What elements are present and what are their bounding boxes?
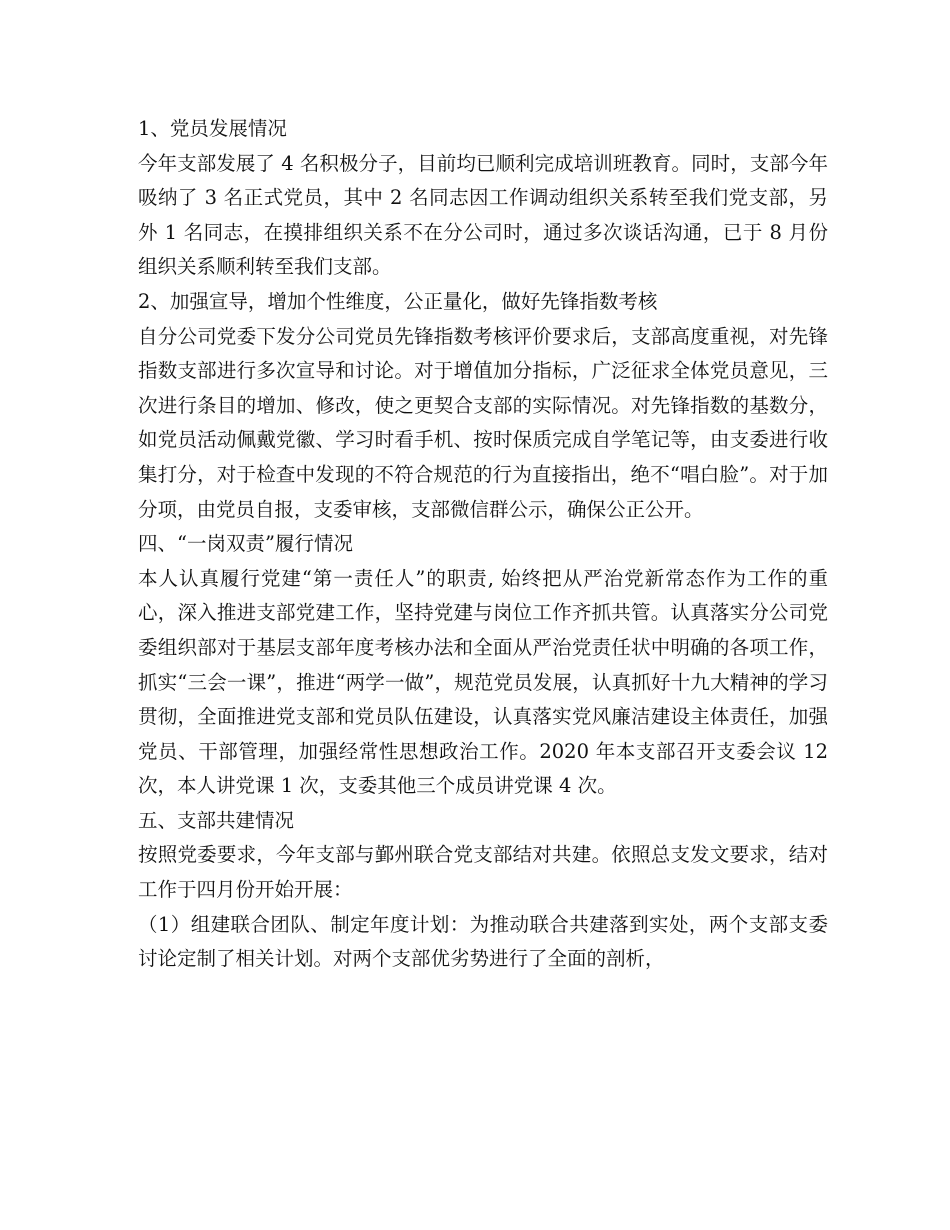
paragraph-vanguard-index: 自分公司党委下发分公司党员先锋指数考核评价要求后，支部高度重视，对先锋指数支部进行多次宣导和讨论。对于增值加分指标，广泛征求全体党员意见，三次进行条目的增加、修改，使之更契合支部的实际情况。对先锋指数的基数分，如党员活动佩戴党徽、学习时看手机、按时保质完成自学笔记等，由支委进行收集打分，对于检查中发现的不符合规范的行为直接指出，绝不“唱白脸”。对于加分项，由党员自报，支委审核，支部微信群公示，确保公正公开。 [138,324,828,521]
paragraph-joint-building: 按照党委要求，今年支部与鄞州联合党支部结对共建。依照总支发文要求，结对工作于四月份开始开展： [138,843,828,902]
document-body [138,112,828,977]
paragraph-dual-responsibility: 本人认真履行党建“第一责任人”的职责, 始终把从严治党新常态作为工作的重心，深入推进支部党建工作，坚持党建与岗位工作齐抓共管。认真落实分公司党委组织部对于基层支部年度考核办法和全面从严治党责任状中明确的各项工作，抓实“三会一课”，推进“两学一做”，规范党员发展，认真抓好十九大精神的学习贯彻，全面推进党支部和党员队伍建设，认真落实党风廉洁建设主体责任，加强党员、干部管理，加强经常性思想政治工作。2020 年本支部召开支委会议 12 次，本人讲党课 1 次，支委其他三个成员讲党课 4 次。 [138,566,828,798]
heading-dual-responsibility: 四、“一岗双责”履行情况 [138,532,353,556]
heading-joint-building: 五、支部共建情况 [138,808,295,832]
heading-vanguard-index: 2、加强宣导，增加个性维度，公正量化，做好先锋指数考核 [138,289,658,313]
paragraph-member-development: 今年支部发展了 4 名积极分子，目前均已顺利完成培训班教育。同时，支部今年吸纳了 3 名正式党员，其中 2 名同志因工作调动组织关系转至我们党支部，另外 1 名同志，在摸排组织关系不在分公司时，通过多次谈话沟通，已于 8 月份组织关系顺利转至我们支部。 [138,151,828,279]
paragraph-joint-team: （1）组建联合团队、制定年度计划：为推动联合共建落到实处，两个支部支委讨论定制了相关计划。对两个支部优劣势进行了全面的剖析， [138,912,828,971]
heading-party-member-development: 1、党员发展情况 [138,117,287,140]
